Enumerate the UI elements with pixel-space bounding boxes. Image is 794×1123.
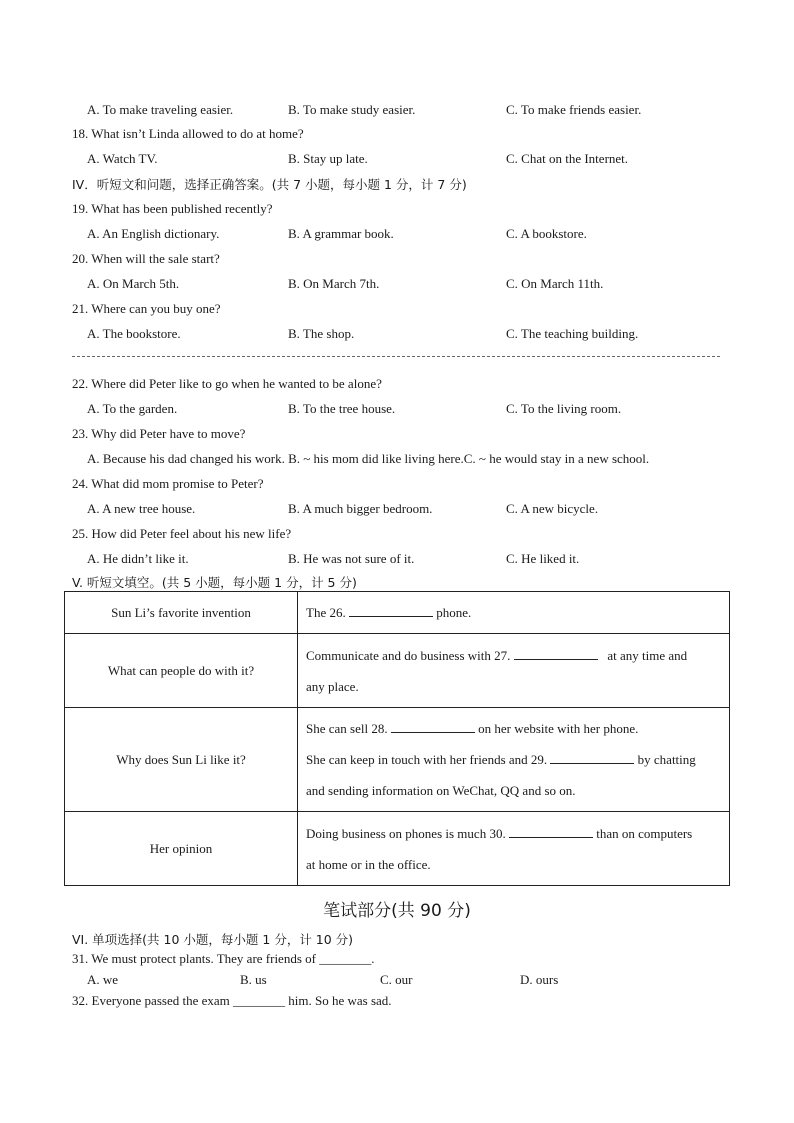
written-part-title: 笔试部分(共 90 分)	[323, 901, 471, 921]
section-4-title: IV．听短文和问题，选择正确答案。(共 7 小题，每小题 1 分，计 7 分)	[72, 177, 467, 192]
q19-option-a: A. An English dictionary.	[87, 226, 220, 241]
row-2-line-2: any place.	[306, 678, 359, 694]
q22-option-a: A. To the garden.	[87, 401, 178, 416]
blank-27-prefix: Communicate and do business with 27.	[306, 647, 511, 663]
q19-option-b: B. A grammar book.	[288, 226, 394, 241]
q17-option-b: B. To make study easier.	[288, 102, 416, 117]
q24-option-a: A. A new tree house.	[87, 501, 196, 516]
blank-30-prefix: Doing business on phones is much 30.	[306, 825, 506, 841]
question-21: 21. Where can you buy one?	[72, 301, 221, 316]
row-value	[298, 812, 730, 886]
blank-26-suffix: phone.	[436, 605, 472, 620]
row-value	[298, 592, 730, 634]
q31-option-c: C. our	[380, 972, 413, 987]
blank-28-suffix: on her website with her phone.	[478, 721, 639, 736]
q25-option-a: A. He didn’t like it.	[87, 551, 189, 566]
question-31: 31. We must protect plants. They are friends of ________.	[72, 951, 375, 966]
row-value	[298, 708, 730, 812]
row-3-line-3: and sending information on WeChat, QQ and so on.	[306, 783, 576, 798]
question-19: 19. What has been published recently?	[72, 201, 273, 216]
table-row	[65, 812, 730, 886]
row-label: Sun Li’s favorite invention	[65, 592, 298, 634]
q20-option-a: A. On March 5th.	[87, 276, 180, 291]
q25-option-b: B. He was not sure of it.	[288, 551, 415, 566]
q21-option-c: C. The teaching building.	[506, 326, 639, 341]
question-24: 24. What did mom promise to Peter?	[72, 476, 264, 491]
section-6-title: VI. 单项选择(共 10 小题，每小题 1 分，计 10 分)	[72, 932, 354, 947]
blank-30-suffix: than on computers	[596, 825, 693, 841]
blank-29-suffix: by chatting	[637, 752, 696, 767]
q24-option-c: C. A new bicycle.	[506, 501, 599, 516]
blank-28-prefix: She can sell 28.	[306, 721, 388, 736]
q20-option-b: B. On March 7th.	[288, 276, 380, 291]
row-label: Her opinion	[65, 812, 298, 886]
question-22: 22. Where did Peter like to go when he wanted to be alone?	[72, 376, 382, 391]
q21-option-b: B. The shop.	[288, 326, 355, 341]
blank-29[interactable]	[550, 751, 634, 764]
row-4-line-2: at home or in the office.	[306, 856, 431, 872]
question-23: 23. Why did Peter have to move?	[72, 426, 246, 441]
q20-option-c: C. On March 11th.	[506, 276, 604, 291]
question-32: 32. Everyone passed the exam ________ him. So he was sad.	[72, 993, 392, 1008]
section-5-title: V. 听短文填空。(共 5 小题，每小题 1 分，计 5 分)	[72, 575, 357, 590]
table-row	[65, 634, 730, 708]
question-18: 18. What isn’t Linda allowed to do at home?	[72, 126, 304, 141]
table-row	[65, 708, 730, 812]
question-20: 20. When will the sale start?	[72, 251, 220, 266]
blank-28[interactable]	[391, 720, 475, 733]
q22-option-b: B. To the tree house.	[288, 401, 396, 416]
row-label: Why does Sun Li like it?	[65, 708, 298, 812]
blank-30[interactable]	[509, 825, 593, 838]
q17-option-a: A. To make traveling easier.	[87, 102, 234, 117]
blank-27[interactable]	[514, 647, 598, 660]
q19-option-c: C. A bookstore.	[506, 226, 587, 241]
q21-option-a: A. The bookstore.	[87, 326, 181, 341]
table-row	[65, 592, 730, 634]
cloze-table	[64, 591, 730, 886]
row-value	[298, 634, 730, 708]
blank-29-prefix: She can keep in touch with her friends and 29.	[306, 752, 548, 767]
q24-option-b: B. A much bigger bedroom.	[288, 501, 433, 516]
q18-option-c: C. Chat on the Internet.	[506, 151, 629, 166]
q18-option-a: A. Watch TV.	[87, 151, 158, 166]
q31-option-d: D. ours	[520, 972, 559, 987]
q31-option-a: A. we	[87, 972, 119, 987]
blank-27-suffix: at any time and	[607, 647, 688, 663]
blank-26[interactable]	[349, 604, 433, 617]
row-label: What can people do with it?	[65, 634, 298, 708]
q17-option-c: C. To make friends easier.	[506, 102, 642, 117]
q18-option-b: B. Stay up late.	[288, 151, 368, 166]
q23-options: A. Because his dad changed his work. B. ~ his mom did like living here.C. ~ he would stay in a new school.	[87, 451, 650, 466]
q22-option-c: C. To the living room.	[506, 401, 622, 416]
q31-option-b: B. us	[240, 972, 267, 987]
dashed-separator	[72, 356, 720, 357]
question-25: 25. How did Peter feel about his new life?	[72, 526, 292, 541]
blank-26-prefix: The 26.	[306, 605, 346, 620]
q25-option-c: C. He liked it.	[506, 551, 580, 566]
